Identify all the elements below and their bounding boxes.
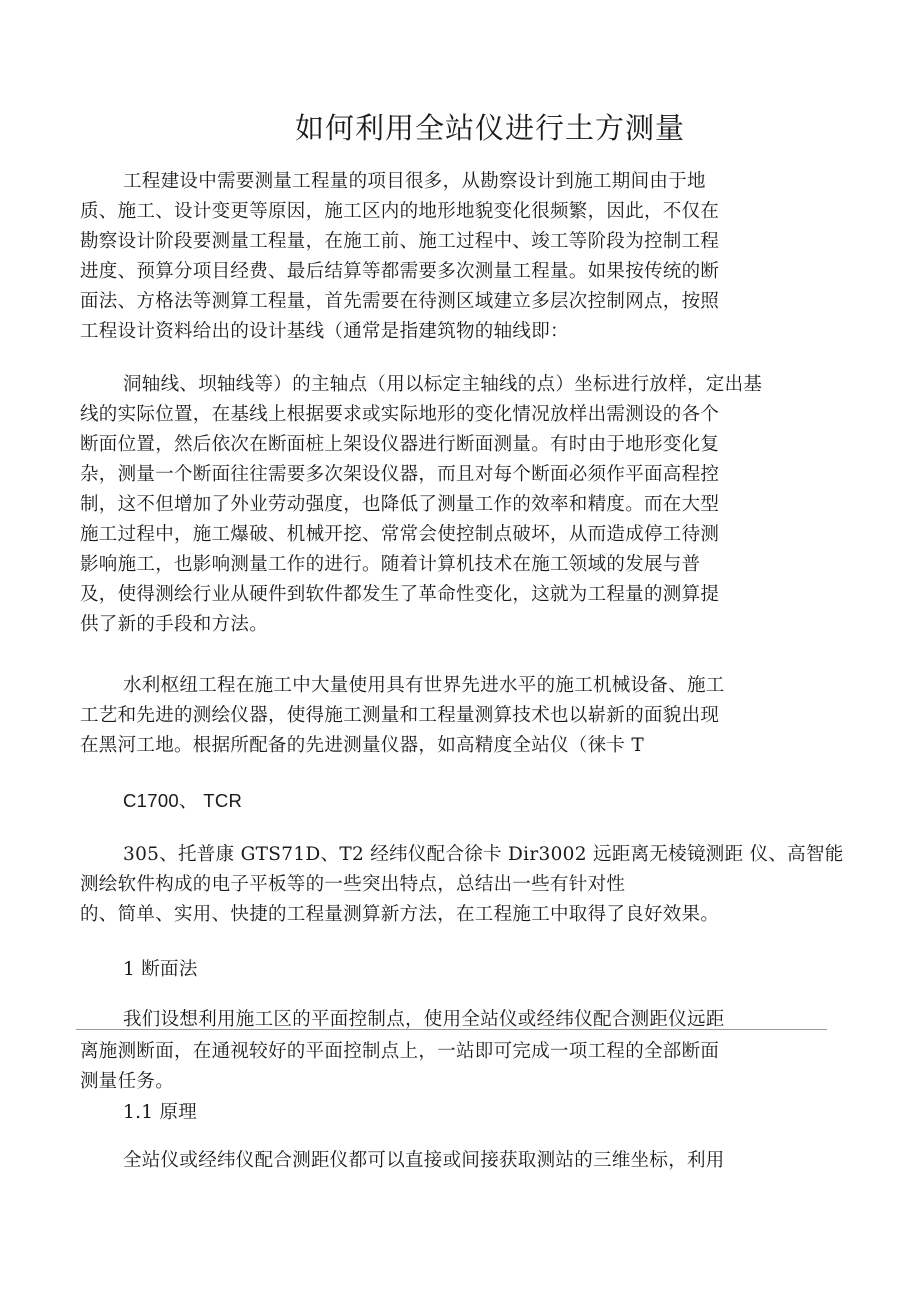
paragraph-line: 进度、预算分项目经费、最后结算等都需要多次测量工程量。如果按传统的断 xyxy=(80,261,720,282)
paragraph-line: 施工过程中，施工爆破、机械开挖、常常会使控制点破坏，从而造成停工待测 xyxy=(80,524,720,545)
paragraph-line: 勘察设计阶段要测量工程量，在施工前、施工过程中、竣工等阶段为控制工程 xyxy=(80,231,720,252)
paragraph-line: 及，使得测绘行业从硬件到软件都发生了革命性变化，这就为工程量的测算提 xyxy=(80,584,720,605)
paragraph-line: 工程设计资料给出的设计基线（通常是指建筑物的轴线即： xyxy=(80,321,569,342)
paragraph-line: 杂，测量一个断面往往需要多次架设仪器，而且对每个断面必须作平面高程控 xyxy=(80,464,720,485)
paragraph-line: 质、施工、设计变更等原因，施工区内的地形地貌变化很频繁，因此，不仅在 xyxy=(80,201,720,222)
paragraph-line: 水利枢纽工程在施工中大量使用具有世界先进水平的施工机械设备、施工 xyxy=(123,675,725,696)
section-heading: 1 断面法 xyxy=(123,959,198,980)
divider xyxy=(76,1029,827,1030)
section-heading: 1.1 原理 xyxy=(123,1102,198,1123)
paragraph-line: 洞轴线、坝轴线等）的主轴点（用以标定主轴线的点）坐标进行放样，定出基 xyxy=(123,374,763,395)
paragraph-line: 在黑河工地。根据所配备的先进测量仪器，如高精度全站仪（徕卡 T xyxy=(80,735,645,756)
paragraph-line: 测量任务。 xyxy=(80,1071,175,1092)
paragraph-line: 离施测断面，在通视较好的平面控制点上，一站即可完成一项工程的全部断面 xyxy=(80,1041,720,1062)
paragraph-line: 的、简单、实用、快捷的工程量测算新方法，在工程施工中取得了良好效果。 xyxy=(80,904,720,925)
paragraph-line: 工艺和先进的测绘仪器，使得施工测量和工程量测算技术也以崭新的面貌出现 xyxy=(80,705,720,726)
paragraph-line: 制，这不但增加了外业劳动强度，也降低了测量工作的效率和精度。而在大型 xyxy=(80,494,720,515)
paragraph-line: 我们设想利用施工区的平面控制点，使用全站仪或经纬仪配合测距仪远距 xyxy=(123,1009,725,1030)
paragraph-line: 供了新的手段和方法。 xyxy=(80,614,269,635)
paragraph-line: 305、托普康 GTS71D、T2 经纬仪配合徐卡 Dir3002 远距离无棱镜测距 仪、高智能 xyxy=(123,844,844,865)
paragraph-line: 线的实际位置，在基线上根据要求或实际地形的变化情况放样出需测设的各个 xyxy=(80,404,720,425)
paragraph-line: 面法、方格法等测算工程量，首先需要在待测区域建立多层次控制网点，按照 xyxy=(80,291,720,312)
paragraph-line: 测绘软件构成的电子平板等的一些突出特点，总结出一些有针对性 xyxy=(80,874,626,895)
paragraph-line: 全站仪或经纬仪配合测距仪都可以直接或间接获取测站的三维坐标，利用 xyxy=(123,1150,725,1171)
paragraph-line: 断面位置，然后依次在断面桩上架设仪器进行断面测量。有时由于地形变化复 xyxy=(80,434,720,455)
paragraph-line: 影响施工，也影响测量工作的进行。随着计算机技术在施工领域的发展与普 xyxy=(80,554,701,575)
paragraph-line: 工程建设中需要测量工程量的项目很多，从勘察设计到施工期间由于地 xyxy=(123,171,706,192)
paragraph-line: C1700、 TCR xyxy=(123,790,243,811)
page-title: 如何利用全站仪进行土方测量 xyxy=(294,111,685,145)
